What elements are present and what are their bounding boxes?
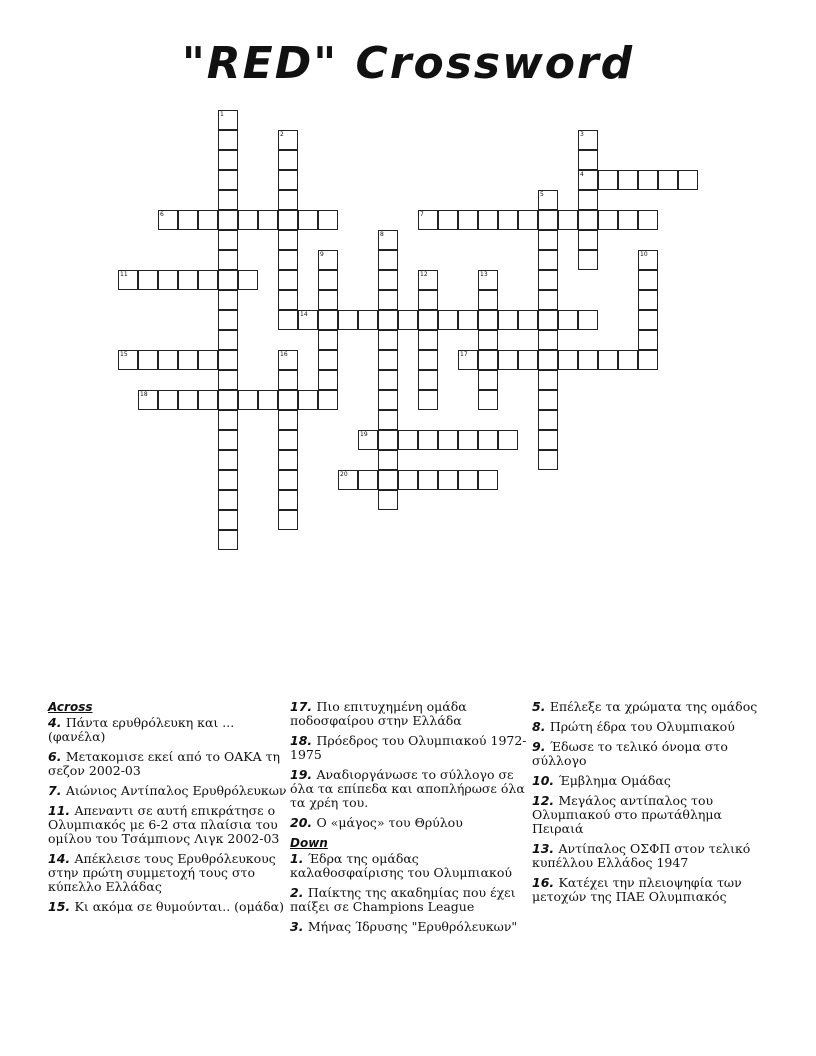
grid-cell[interactable]	[298, 390, 318, 410]
grid-cell[interactable]	[358, 470, 378, 490]
cell-number: 13	[480, 271, 488, 278]
clue-15	[48, 900, 288, 914]
grid-cell[interactable]	[138, 270, 158, 290]
clue-text: Ο «μάγος» του Θρύλου	[316, 815, 463, 830]
clue-16	[532, 876, 772, 904]
grid-cell[interactable]	[478, 470, 498, 490]
clue-text: Έδρα της ομάδας καλαθοσφαίρισης του Ολυμπιακού	[290, 851, 512, 880]
grid-cell[interactable]	[638, 210, 658, 230]
grid-cell[interactable]	[478, 210, 498, 230]
grid-cell[interactable]	[478, 370, 498, 390]
clue-text: Παίκτης της ακαδημίας που έχει παίξει σε Champions League	[290, 885, 516, 914]
clue-text: Μήνας Ίδρυσης "Ερυθρόλευκων"	[307, 919, 518, 934]
grid-cell[interactable]	[218, 530, 238, 550]
clue-text: Πρόεδρος του Ολυμπιακού 1972-1975	[290, 733, 527, 762]
clue-number: 7.	[48, 783, 66, 798]
grid-cell[interactable]	[638, 330, 658, 350]
down-heading: Down	[290, 836, 328, 850]
grid-cell[interactable]	[238, 270, 258, 290]
cell-number: 3	[580, 131, 584, 138]
grid-cell[interactable]	[218, 430, 238, 450]
cell-number: 15	[120, 351, 128, 358]
clue-number: 16.	[532, 875, 559, 890]
cell-number: 20	[340, 471, 348, 478]
grid-cell[interactable]	[538, 210, 558, 230]
grid-cell[interactable]	[418, 390, 438, 410]
grid-cell[interactable]	[338, 310, 358, 330]
clue-number: 13.	[532, 841, 559, 856]
grid-cell[interactable]	[218, 470, 238, 490]
grid-cell[interactable]	[418, 330, 438, 350]
grid-cell[interactable]	[578, 210, 598, 230]
clue-5	[532, 700, 772, 714]
grid-cell[interactable]	[458, 310, 478, 330]
grid-cell[interactable]	[218, 370, 238, 390]
grid-cell[interactable]	[158, 390, 178, 410]
clue-number: 5.	[532, 699, 550, 714]
clue-14	[48, 852, 288, 894]
grid-cell[interactable]	[278, 450, 298, 470]
grid-cell[interactable]	[278, 470, 298, 490]
clue-number: 11.	[48, 803, 75, 818]
grid-cell[interactable]	[378, 370, 398, 390]
grid-cell[interactable]	[378, 270, 398, 290]
clue-text: Κι ακόμα σε θυμούνται.. (ομάδα)	[74, 899, 284, 914]
grid-cell[interactable]	[278, 430, 298, 450]
grid-cell[interactable]	[518, 210, 538, 230]
clue-number: 10.	[532, 773, 559, 788]
grid-cell[interactable]	[318, 210, 338, 230]
grid-cell[interactable]	[358, 310, 378, 330]
grid-cell[interactable]	[478, 350, 498, 370]
clue-number: 14.	[48, 851, 75, 866]
grid-cell[interactable]	[458, 210, 478, 230]
clue-number: 15.	[48, 899, 75, 914]
clue-text: Αναδιοργάνωσε το σύλλογο σε όλα τα επίπεδα και αποπλήρωσε όλα τα χρέη του.	[290, 767, 525, 810]
grid-cell[interactable]	[658, 170, 678, 190]
clue-20	[290, 816, 530, 830]
grid-cell[interactable]	[218, 150, 238, 170]
cell-number: 14	[300, 311, 308, 318]
grid-cell[interactable]	[198, 390, 218, 410]
cell-number: 17	[460, 351, 468, 358]
grid-cell[interactable]	[618, 210, 638, 230]
grid-cell[interactable]	[218, 270, 238, 290]
grid-cell[interactable]	[298, 210, 318, 230]
grid-cell[interactable]	[538, 390, 558, 410]
grid-cell[interactable]	[538, 450, 558, 470]
grid-cell[interactable]	[178, 210, 198, 230]
grid-cell[interactable]	[418, 310, 438, 330]
grid-cell[interactable]	[278, 370, 298, 390]
grid-cell[interactable]	[378, 410, 398, 430]
grid-cell[interactable]	[578, 150, 598, 170]
grid-cell[interactable]	[478, 290, 498, 310]
grid-cell[interactable]	[638, 350, 658, 370]
grid-cell[interactable]	[378, 330, 398, 350]
grid-cell[interactable]	[538, 290, 558, 310]
cell-number: 19	[360, 431, 368, 438]
grid-cell[interactable]	[278, 230, 298, 250]
clue-number: 19.	[290, 767, 317, 782]
grid-cell[interactable]	[618, 170, 638, 190]
grid-cell[interactable]	[198, 270, 218, 290]
cell-number: 18	[140, 391, 148, 398]
grid-cell[interactable]	[318, 330, 338, 350]
grid-cell[interactable]	[318, 350, 338, 370]
grid-cell[interactable]	[218, 330, 238, 350]
grid-cell[interactable]	[218, 210, 238, 230]
grid-cell[interactable]	[378, 290, 398, 310]
grid-cell[interactable]	[178, 390, 198, 410]
grid-cell[interactable]	[318, 290, 338, 310]
cell-number: 4	[580, 171, 584, 178]
grid-cell[interactable]	[218, 250, 238, 270]
grid-cell[interactable]	[278, 310, 298, 330]
cell-number: 7	[420, 211, 424, 218]
grid-cell[interactable]	[598, 350, 618, 370]
grid-cell[interactable]	[198, 350, 218, 370]
grid-cell[interactable]	[578, 250, 598, 270]
grid-cell[interactable]	[538, 370, 558, 390]
grid-cell[interactable]	[578, 350, 598, 370]
grid-cell[interactable]	[598, 170, 618, 190]
grid-cell[interactable]	[638, 310, 658, 330]
grid-cell[interactable]	[278, 210, 298, 230]
grid-cell[interactable]	[218, 390, 238, 410]
clue-number: 6.	[48, 749, 66, 764]
grid-cell[interactable]	[258, 210, 278, 230]
grid-cell[interactable]	[378, 430, 398, 450]
grid-cell[interactable]	[318, 270, 338, 290]
clue-4	[48, 716, 288, 744]
grid-cell[interactable]	[218, 490, 238, 510]
grid-cell[interactable]	[378, 450, 398, 470]
cell-number: 2	[280, 131, 284, 138]
grid-cell[interactable]	[538, 310, 558, 330]
grid-cell[interactable]	[618, 350, 638, 370]
grid-cell[interactable]	[378, 350, 398, 370]
grid-cell[interactable]	[138, 350, 158, 370]
grid-cell[interactable]	[478, 330, 498, 350]
grid-cell[interactable]	[598, 210, 618, 230]
clue-text: Πιο επιτυχημένη ομάδα ποδοσφαίρου στην Ελλάδα	[290, 699, 467, 728]
grid-cell[interactable]	[438, 430, 458, 450]
grid-cell[interactable]	[538, 330, 558, 350]
grid-cell[interactable]	[418, 290, 438, 310]
clue-number: 8.	[532, 719, 550, 734]
cell-number: 16	[280, 351, 288, 358]
grid-cell[interactable]	[538, 430, 558, 450]
grid-cell[interactable]	[218, 350, 238, 370]
grid-cell[interactable]	[238, 210, 258, 230]
clue-19	[290, 768, 530, 810]
grid-cell[interactable]	[158, 350, 178, 370]
clue-11	[48, 804, 288, 846]
grid-cell[interactable]	[478, 430, 498, 450]
grid-cell[interactable]	[438, 470, 458, 490]
grid-cell[interactable]	[558, 210, 578, 230]
grid-cell[interactable]	[578, 230, 598, 250]
grid-cell[interactable]	[278, 410, 298, 430]
grid-cell[interactable]	[638, 270, 658, 290]
grid-cell[interactable]	[218, 290, 238, 310]
grid-cell[interactable]	[258, 390, 278, 410]
clue-3	[290, 920, 530, 934]
grid-cell[interactable]	[538, 410, 558, 430]
grid-cell[interactable]	[418, 370, 438, 390]
cell-number: 6	[160, 211, 164, 218]
grid-cell[interactable]	[558, 350, 578, 370]
clue-text: Κατέχει την πλειοψηφία των μετοχών της ΠΑΕ Ολυμπιακός	[532, 875, 742, 904]
cell-number: 5	[540, 191, 544, 198]
grid-cell[interactable]	[478, 310, 498, 330]
grid-cell[interactable]	[538, 270, 558, 290]
clue-7	[48, 784, 288, 798]
grid-cell[interactable]	[198, 210, 218, 230]
grid-cell[interactable]	[518, 310, 538, 330]
grid-cell[interactable]	[418, 430, 438, 450]
grid-cell[interactable]	[398, 470, 418, 490]
cell-number: 11	[120, 271, 128, 278]
grid-cell[interactable]	[218, 130, 238, 150]
grid-cell[interactable]	[178, 350, 198, 370]
clue-9	[532, 740, 772, 768]
grid-cell[interactable]	[638, 170, 658, 190]
grid-cell[interactable]	[518, 350, 538, 370]
clue-number: 17.	[290, 699, 317, 714]
grid-cell[interactable]	[278, 290, 298, 310]
grid-cell[interactable]	[278, 510, 298, 530]
grid-cell[interactable]	[378, 250, 398, 270]
grid-cell[interactable]	[458, 430, 478, 450]
grid-cell[interactable]	[538, 230, 558, 250]
grid-cell[interactable]	[218, 410, 238, 430]
grid-cell[interactable]	[538, 250, 558, 270]
clue-number: 18.	[290, 733, 317, 748]
grid-cell[interactable]	[458, 470, 478, 490]
clue-6	[48, 750, 288, 778]
grid-cell[interactable]	[278, 190, 298, 210]
cell-number: 1	[220, 111, 224, 118]
clue-text: Έμβλημα Ομάδας	[558, 773, 671, 788]
clue-number: 20.	[290, 815, 317, 830]
grid-cell[interactable]	[218, 510, 238, 530]
grid-cell[interactable]	[158, 270, 178, 290]
grid-cell[interactable]	[378, 490, 398, 510]
cell-number: 10	[640, 251, 648, 258]
grid-cell[interactable]	[558, 310, 578, 330]
grid-cell[interactable]	[418, 350, 438, 370]
cell-number: 8	[380, 231, 384, 238]
cell-number: 9	[320, 251, 324, 258]
clue-10	[532, 774, 772, 788]
clue-text: Πρώτη έδρα του Ολυμπιακού	[549, 719, 735, 734]
grid-cell[interactable]	[378, 310, 398, 330]
clue-text: Μεγάλος αντίπαλος του Ολυμπιακού στο πρωτάθλημα Πειραιά	[532, 793, 722, 836]
clue-8	[532, 720, 772, 734]
clue-text: Απεναντι σε αυτή επικράτησε ο Ολυμπιακός με 6-2 στα πλαίσια του ομίλου του Τσάμπιονς Λιγκ 2002-03	[48, 803, 280, 846]
clue-number: 1.	[290, 851, 308, 866]
clue-text: Αιώνιος Αντίπαλος Ερυθρόλευκων	[65, 783, 287, 798]
grid-cell[interactable]	[438, 210, 458, 230]
grid-cell[interactable]	[678, 170, 698, 190]
grid-cell[interactable]	[278, 170, 298, 190]
grid-cell[interactable]	[438, 310, 458, 330]
clue-text: Μετακομισε εκεί από το ΟΑΚΑ τη σεζον 2002-03	[48, 749, 281, 778]
grid-cell[interactable]	[578, 190, 598, 210]
clue-13	[532, 842, 772, 870]
clue-12	[532, 794, 772, 836]
clue-number: 12.	[532, 793, 559, 808]
grid-cell[interactable]	[398, 310, 418, 330]
grid-cell[interactable]	[318, 390, 338, 410]
grid-cell[interactable]	[378, 470, 398, 490]
grid-cell[interactable]	[318, 370, 338, 390]
clue-number: 3.	[290, 919, 308, 934]
grid-cell[interactable]	[278, 250, 298, 270]
grid-cell[interactable]	[178, 270, 198, 290]
grid-cell[interactable]	[218, 190, 238, 210]
grid-cell[interactable]	[498, 430, 518, 450]
clues-column-3	[532, 700, 772, 910]
across-heading: Across	[48, 700, 93, 714]
grid-cell[interactable]	[498, 350, 518, 370]
grid-cell[interactable]	[318, 310, 338, 330]
clue-text: Επέλεξε τα χρώματα της ομάδος	[549, 699, 758, 714]
clue-1	[290, 852, 530, 880]
clue-text: Πάντα ερυθρόλευκη και ... (φανέλα)	[48, 715, 235, 744]
grid-cell[interactable]	[378, 390, 398, 410]
grid-cell[interactable]	[478, 390, 498, 410]
clues-column-2	[290, 700, 530, 940]
grid-cell[interactable]	[578, 310, 598, 330]
clue-number: 9.	[532, 739, 550, 754]
grid-cell[interactable]	[218, 450, 238, 470]
clue-2	[290, 886, 530, 914]
page-title: "RED" Crossword	[181, 38, 635, 89]
clue-text: Έδωσε το τελικό όνομα στο σύλλογο	[532, 739, 728, 768]
grid-cell[interactable]	[498, 210, 518, 230]
clue-text: Αντίπαλος ΟΣΦΠ στον τελικό κυπέλλου Ελλάδος 1947	[532, 841, 751, 870]
grid-cell[interactable]	[498, 310, 518, 330]
grid-cell[interactable]	[538, 350, 558, 370]
grid-cell[interactable]	[238, 390, 258, 410]
grid-cell[interactable]	[278, 490, 298, 510]
clue-text: Απέκλεισε τους Ερυθρόλευκους στην πρώτη συμμετοχή τους στο κύπελλο Ελλάδας	[48, 851, 276, 894]
clue-18	[290, 734, 530, 762]
grid-cell[interactable]	[218, 170, 238, 190]
grid-cell[interactable]	[418, 470, 438, 490]
clues-column-1	[48, 700, 288, 920]
cell-number: 12	[420, 271, 428, 278]
grid-cell[interactable]	[278, 270, 298, 290]
grid-cell[interactable]	[398, 430, 418, 450]
grid-cell[interactable]	[218, 230, 238, 250]
clue-17	[290, 700, 530, 728]
grid-cell[interactable]	[638, 290, 658, 310]
grid-cell[interactable]	[278, 390, 298, 410]
clue-number: 4.	[48, 715, 66, 730]
grid-cell[interactable]	[278, 150, 298, 170]
grid-cell[interactable]	[218, 310, 238, 330]
clue-number: 2.	[290, 885, 308, 900]
